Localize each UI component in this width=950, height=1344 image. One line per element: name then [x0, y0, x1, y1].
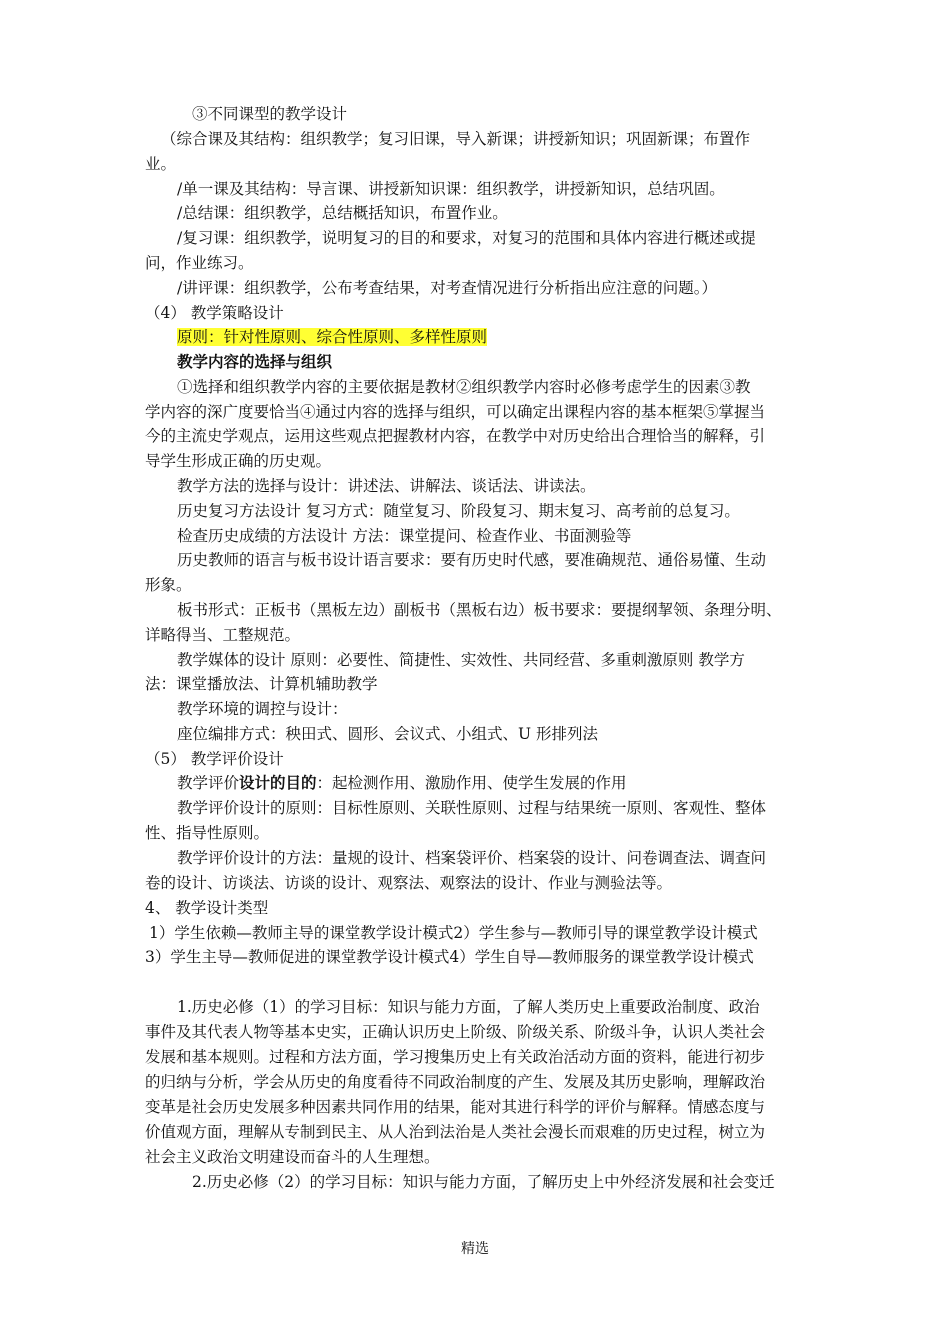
- page-footer: 精选: [461, 1241, 489, 1257]
- text-line: 问，作业练习。: [145, 254, 254, 272]
- text-line: /讲评课：组织教学，公布考查结果，对考查情况进行分析指出应注意的问题。）: [177, 279, 717, 297]
- bold-heading: 教学内容的选择与组织: [177, 352, 333, 371]
- text-line: 教学方法的选择与设计：讲述法、讲解法、谈话法、讲读法。: [177, 477, 596, 495]
- text-line: 教学媒体的设计 原则：必要性、简捷性、实效性、共同经营、多重刺激原则 教学方: [177, 651, 745, 669]
- text-line: 座位编排方式：秧田式、圆形、会议式、小组式、U 形排列法: [177, 725, 598, 743]
- section-heading: 4、 教学设计类型: [145, 899, 269, 917]
- text-line: /复习课：组织教学，说明复习的目的和要求，对复习的范围和具体内容进行概述或提: [177, 229, 756, 247]
- text-line: 1）学生依赖—教师主导的课堂教学设计模式2）学生参与—教师引导的课堂教学设计模式: [149, 924, 758, 942]
- text-line: 形象。: [145, 576, 192, 594]
- text-line: 教学评价设计的方法：量规的设计、档案袋评价、档案袋的设计、问卷调查法、调查问: [177, 849, 767, 867]
- text-line: 详略得当、工整规范。: [145, 626, 301, 644]
- text-line: 1.历史必修（1）的学习目标：知识与能力方面，了解人类历史上重要政治制度、政治: [177, 998, 760, 1016]
- text-line: 社会主义政治文明建设而奋斗的人生理想。: [145, 1148, 440, 1166]
- text-line: 教学环境的调控与设计：: [177, 700, 348, 718]
- text-line: /单一课及其结构：导言课、讲授新知识课：组织教学，讲授新知识，总结巩固。: [177, 180, 725, 198]
- text-line: 价值观方面，理解从专制到民主、从人治到法治是人类社会漫长而艰难的历史过程，树立为: [145, 1123, 766, 1141]
- text-line: 性、指导性原则。: [145, 824, 270, 842]
- highlight: 原则：针对性原则、综合性原则、多样性原则: [177, 328, 488, 346]
- text-line: 变革是社会历史发展多种因素共同作用的结果，能对其进行科学的评价与解释。情感态度与: [145, 1098, 766, 1116]
- text-line: ①选择和组织教学内容的主要依据是教材②组织教学内容时必修考虑学生的因素③教: [177, 378, 751, 396]
- text-run: 教学评价: [177, 774, 240, 792]
- text-line: 3）学生主导—教师促进的课堂教学设计模式4）学生自导—教师服务的课堂教学设计模式: [145, 948, 754, 966]
- text-line: 2.历史必修（2）的学习目标：知识与能力方面，了解历史上中外经济发展和社会变迁: [192, 1173, 775, 1191]
- text-run: ：起检测作用、激励作用、使学生发展的作用: [316, 774, 627, 792]
- bold-run: 设计的目的: [239, 773, 317, 792]
- section-heading: （5） 教学评价设计: [145, 750, 284, 768]
- text-line: 卷的设计、访谈法、访谈的设计、观察法、观察法的设计、作业与测验法等。: [145, 874, 673, 892]
- text-line: 学内容的深广度要恰当④通过内容的选择与组织，可以确定出课程内容的基本框架⑤掌握当: [145, 403, 766, 421]
- text-line: 板书形式：正板书（黑板左边）副板书（黑板右边）板书要求：要提纲挈领、条理分明、: [177, 601, 782, 619]
- text-line: 教学评价设计的原则：目标性原则、关联性原则、过程与结果统一原则、客观性、整体: [177, 799, 767, 817]
- text-line: 法：课堂播放法、计算机辅助教学: [145, 675, 378, 693]
- text-line: 历史复习方法设计 复习方式：随堂复习、阶段复习、期末复习、高考前的总复习。: [177, 502, 740, 520]
- text-line: 的归纳与分析，学会从历史的角度看待不同政治制度的产生、发展及其历史影响，理解政治: [145, 1073, 766, 1091]
- text-line: 业。: [145, 155, 177, 173]
- section-heading: （4） 教学策略设计: [145, 304, 284, 322]
- text-line: /总结课：组织教学，总结概括知识，布置作业。: [177, 204, 508, 222]
- highlighted-line: [177, 325, 857, 350]
- text-line: 历史教师的语言与板书设计语言要求：要有历史时代感，要准确规范、通俗易懂、生动: [177, 551, 767, 569]
- text-line: 今的主流史学观点，运用这些观点把握教材内容，在教学中对历史给出合理恰当的解释，引: [145, 427, 766, 445]
- text-line: （综合课及其结构：组织教学；复习旧课，导入新课；讲授新知识；巩固新课；布置作: [161, 130, 751, 148]
- text-line: 事件及其代表人物等基本史实，正确认识历史上阶级、阶级关系、阶级斗争，认识人类社会: [145, 1023, 766, 1041]
- text-line: 导学生形成正确的历史观。: [145, 452, 332, 470]
- text-line: [177, 771, 857, 796]
- text-line: 发展和基本规则。过程和方法方面，学习搜集历史上有关政治活动方面的资料，能进行初步: [145, 1048, 766, 1066]
- text-line: 检查历史成绩的方法设计 方法：课堂提问、检查作业、书面测验等: [177, 527, 632, 545]
- text-line: ③不同课型的教学设计: [192, 105, 348, 123]
